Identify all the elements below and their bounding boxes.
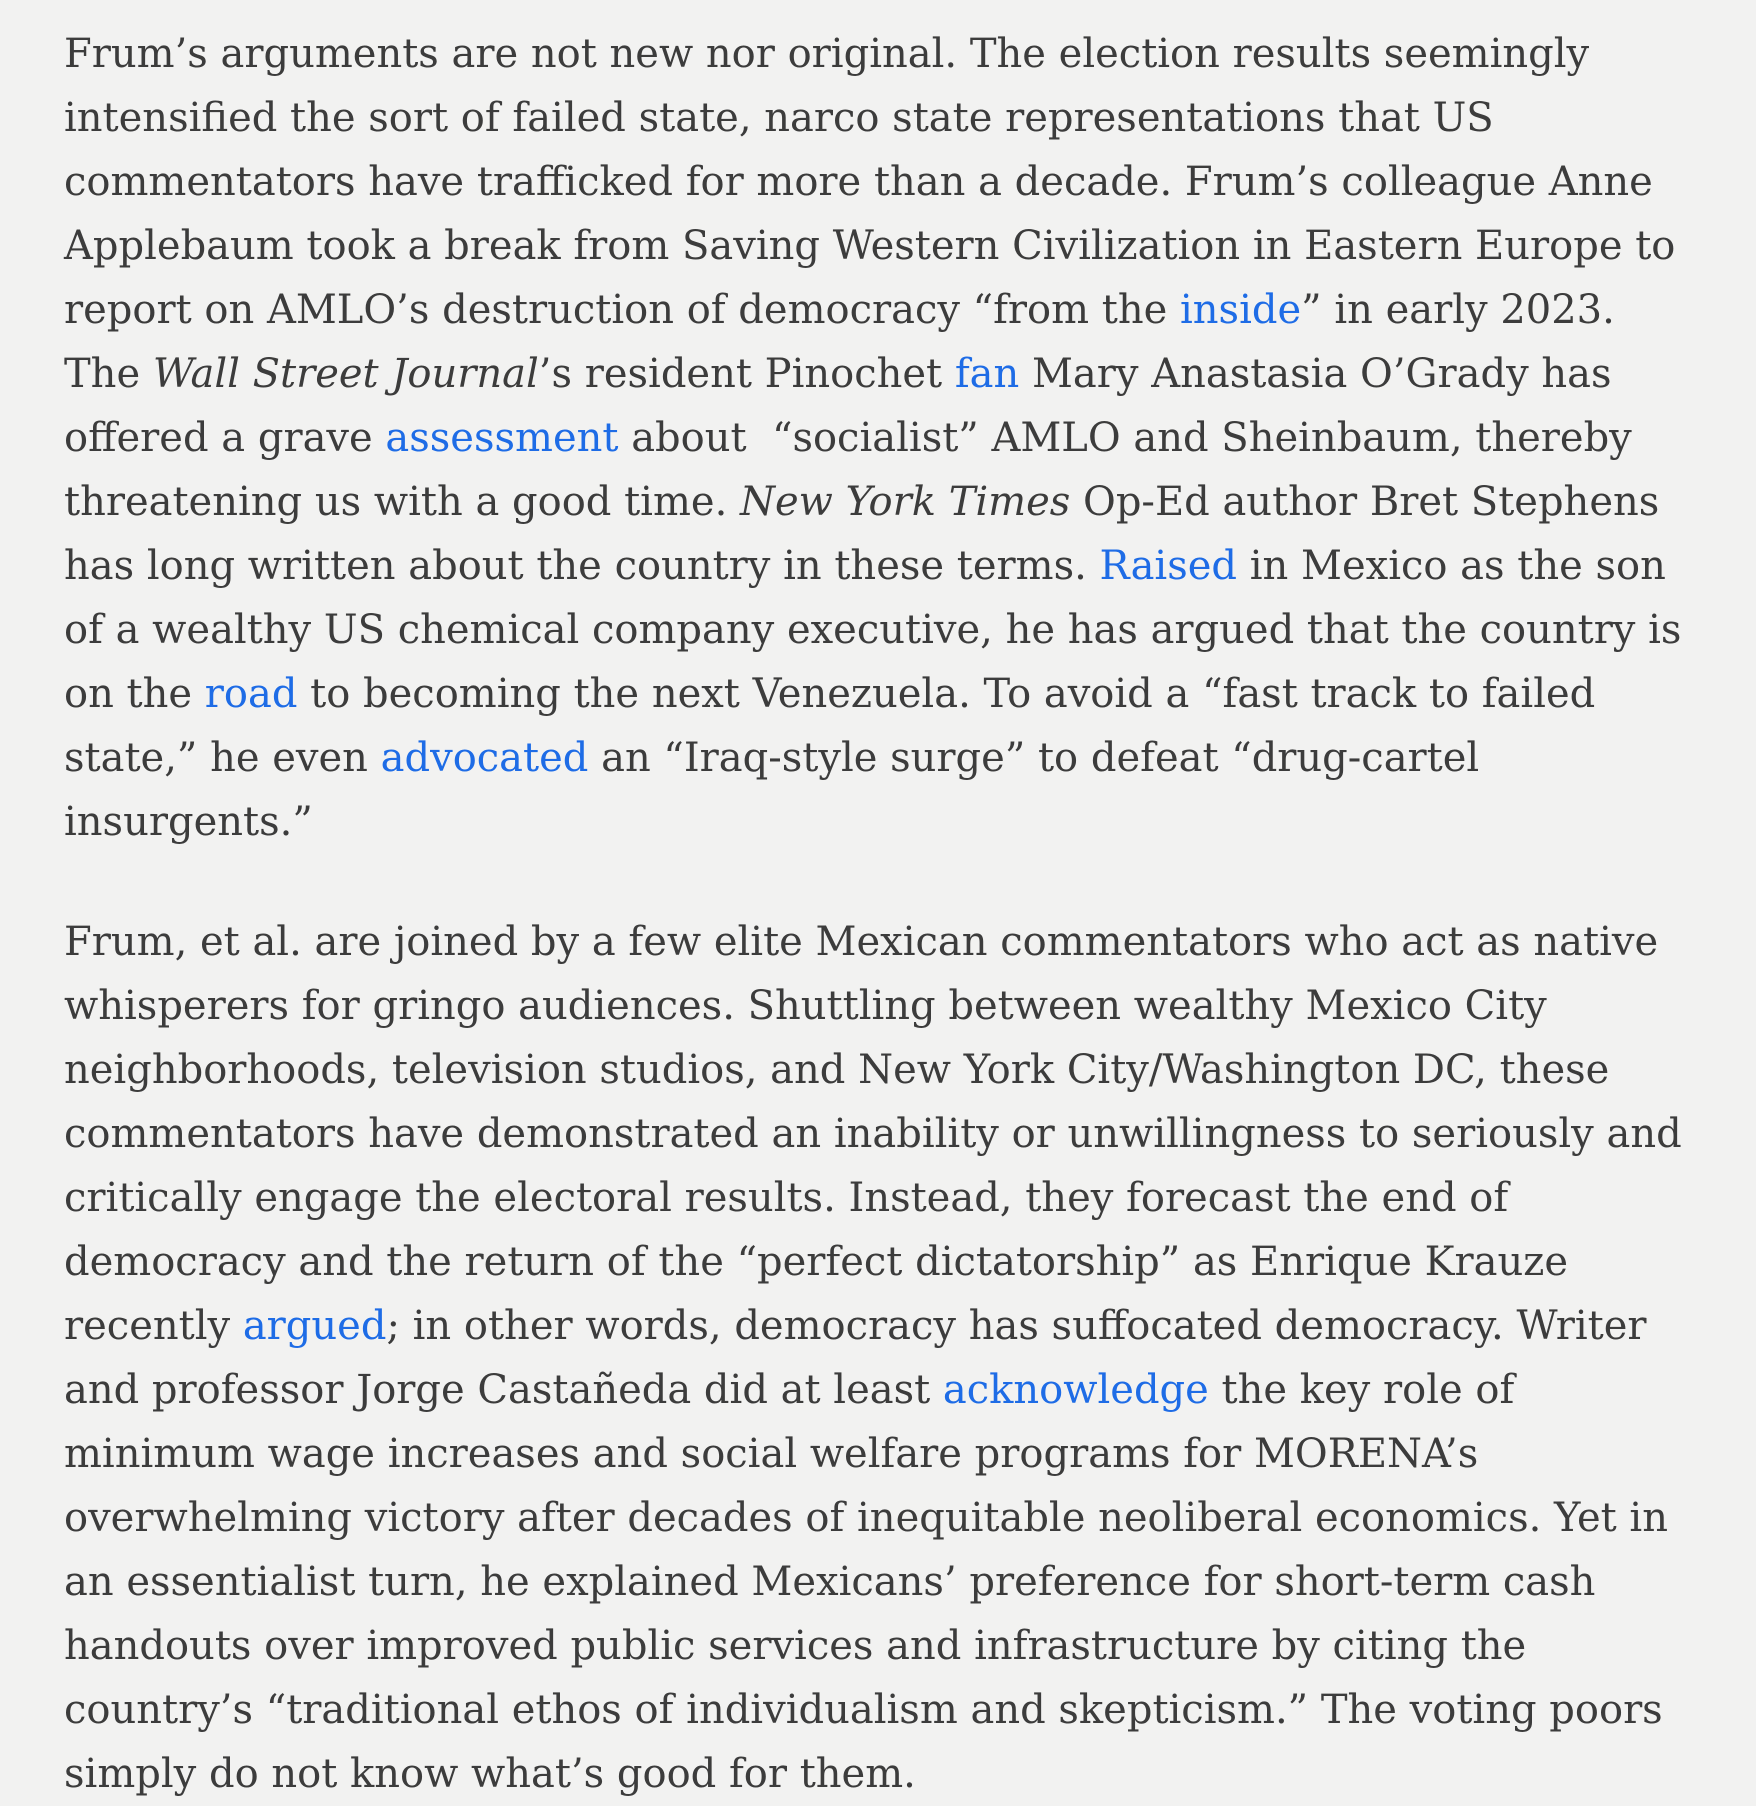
text-run: ” in early 2023. The <box>64 287 1628 397</box>
link-fan[interactable]: fan <box>954 351 1020 397</box>
text-run: about “socialist” AMLO and Sheinbaum, thereby threatening us with a good time. <box>64 415 1645 525</box>
italic-run: Wall Street Journal <box>152 351 539 397</box>
link-argued[interactable]: argued <box>242 1303 387 1349</box>
link-raised[interactable]: Raised <box>1099 543 1238 589</box>
paragraph-2 <box>64 910 1700 1806</box>
text-run: ’s resident Pinochet <box>538 351 955 397</box>
link-advocated[interactable]: advocated <box>380 735 589 781</box>
text-run: the key role of minimum wage increases and social welfare programs for MORENA’s overwhelming victory after decades of inequitable neoliberal economics. Yet in an essentialist turn, he explained Mexicans’ preference for short-term cash handouts over improved public services and infrastructure by citing the country’s “traditional ethos of individualism and skepticism.” The voting poors simply do not know what’s good for them. <box>64 1367 1681 1797</box>
link-acknowledge[interactable]: acknowledge <box>942 1367 1209 1413</box>
text-run: an “Iraq-style surge” to defeat “drug-cartel insurgents.” <box>64 735 1492 845</box>
link-road[interactable]: road <box>204 671 298 717</box>
link-inside[interactable]: inside <box>1180 287 1302 333</box>
text-run: Op-Ed author Bret Stephens has long written about the country in these terms. <box>64 479 1672 589</box>
italic-run: New York Times <box>740 479 1071 525</box>
text-run: Frum, et al. are joined by a few elite Mexican commentators who act as native whisperers for gringo audiences. Shuttling between wealthy Mexico City neighborhoods, television studios, and New York City/Washington DC, these commentators have demonstrated an inability or unwillingness to seriously and critically engage the electoral results. Instead, they forecast the end of democracy and the return of the “perfect dictatorship” as Enrique Krauze recently <box>64 919 1695 1349</box>
link-assessment[interactable]: assessment <box>385 415 619 461</box>
text-run: in Mexico as the son of a wealthy US chemical company executive, he has argued that the country is on the <box>64 543 1695 717</box>
text-run: ; in other words, democracy has suffocated democracy. Writer and professor Jorge Castañeda did at least <box>64 1303 1660 1413</box>
paragraph-1 <box>64 22 1700 854</box>
text-run: Mary Anastasia O’Grady has offered a grave <box>64 351 1625 461</box>
text-run: Frum’s arguments are not new nor original. The election results seemingly intensified the sort of failed state, narco state representations that US commentators have trafficked for more than a decade. Frum’s colleague Anne Applebaum took a break from Saving Western Civilization in Eastern Europe to report on AMLO’s destruction of democracy “from the <box>64 31 1689 333</box>
text-run: to becoming the next Venezuela. To avoid a “fast track to failed state,” he even <box>64 671 1608 781</box>
